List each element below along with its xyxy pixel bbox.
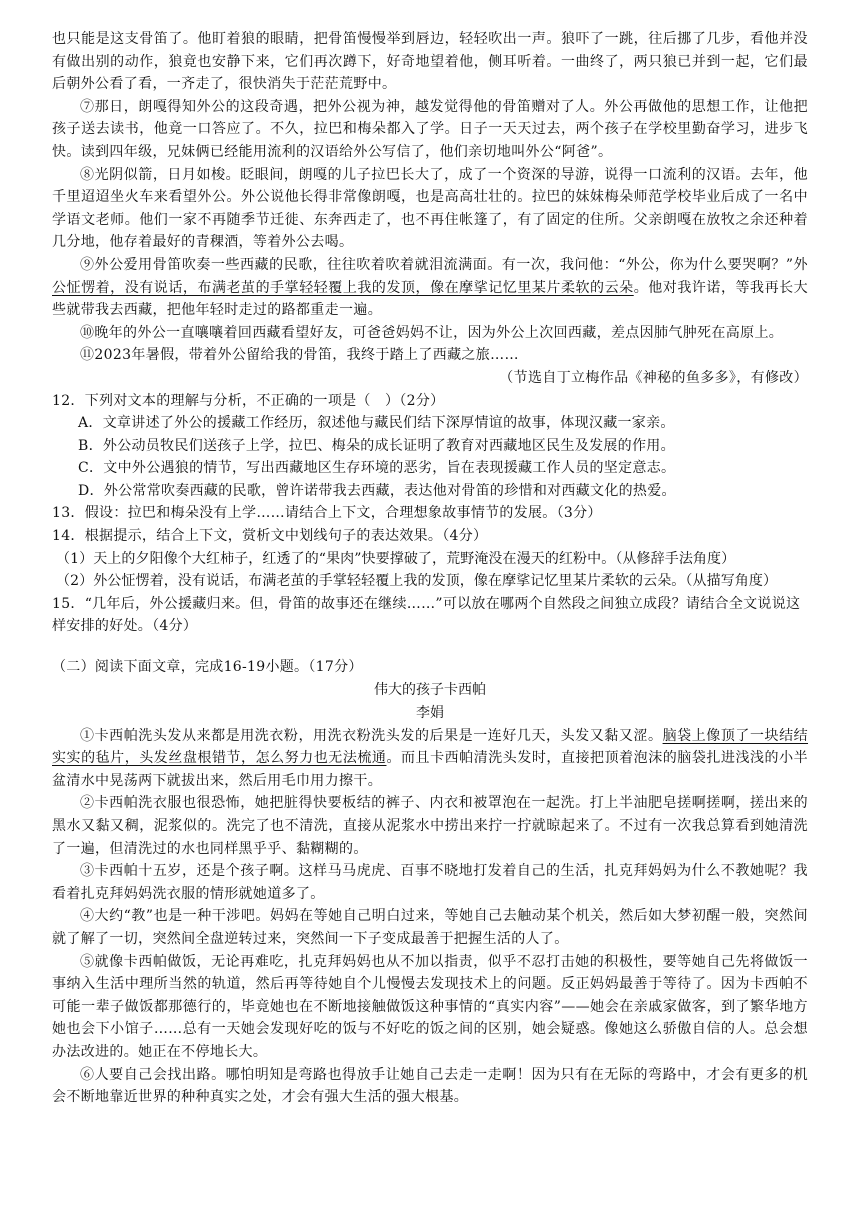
question-12: 12．下列对文本的理解与分析，不正确的一项是（ ）（2分） (52, 392, 445, 409)
question-13: 13．假设：拉巴和梅朵没有上学……请结合上下文，合理想象故事情节的发展。（3分） (52, 505, 602, 522)
question-12-option-d: D．外公常常吹奏西藏的民歌，曾许诺带我去西藏，表达他对骨笛的珍惜和对西藏文化的热爱。 (78, 482, 676, 499)
passage-paragraph-11: ⑪2023年暑假，带着外公留给我的骨笛，我终于踏上了西藏之旅…… (80, 347, 519, 364)
passage-paragraph-8: ⑧光阴似箭，日月如梭。眨眼间，朗嘎的儿子拉巴长大了，成了一个资深的导游，说得一口流利的汉语。去年，他千里迢迢坐火车来看望外公。外公说他长得非常像朗嘎，也是高高壮壮的。拉巴的妹妹梅朵师范学校毕业后成了一名中学语文老师。他们一家不再随季节迁徙、东奔西走了，也不再住帐篷了，有了固定的住所。父亲朗嘎在放牧之余还种着几分地，他存着最好的青稞酒，等着外公去喝。 (52, 166, 808, 251)
article-paragraph-2: ②卡西帕洗衣服也很恐怖，她把脏得快要板结的裤子、内衣和被罩泡在一起洗。打上半油肥皂搓啊搓啊，搓出来的黑水又黏又稠，泥浆似的。洗完了也不清洗，直接从泥浆水中捞出来拧一拧就晾起来了。不过有一次我总算看到她清洗了一遍，但清洗过的水也同样黑乎乎、黏糊糊的。 (52, 795, 808, 857)
p9-text-b: 。他对我许诺，等我再长大些就带我去西藏，把他年轻时走过的路都重走一遍。 (52, 279, 808, 319)
p9-underlined-sentence: 公怔愣着，没有说话，布满老茧的手掌轻轻覆上我的发顶，像在摩挲记忆里某片柔软的云朵 (52, 279, 634, 296)
article-paragraph-6: ⑥人要自己会找出路。哪怕明知是弯路也得放手让她自己去走一走啊！因为只有在无际的弯路中，才会有更多的机会不断地靠近世界的种种真实之处，才会有强大生活的强大根基。 (52, 1066, 808, 1106)
question-14-part-1: （1）天上的夕阳像个大红柿子，红透了的“果肉”快要撑破了，荒野淹没在漫天的红粉中。（从修辞手法角度） (56, 550, 736, 567)
question-14-part-2: （2）外公怔愣着，没有说话，布满老茧的手掌轻轻覆上我的发顶，像在摩挲记忆里某片柔软的云朵。（从描写角度） (56, 573, 778, 590)
article-paragraph-3: ③卡西帕十五岁，还是个孩子啊。这样马马虎虎、百事不晓地打发着自己的生活，扎克拜妈妈为什么不教她呢？我看着扎克拜妈妈洗衣服的情形就她道多了。 (52, 863, 808, 902)
passage-paragraph-10: ⑩晚年的外公一直嚷嚷着回西藏看望好友，可爸爸妈妈不让，因为外公上次回西藏，差点因肺气肿死在高原上。 (80, 324, 784, 341)
passage-paragraph-continued: 也只能是这支骨笛了。他盯着狼的眼睛，把骨笛慢慢举到唇边，轻轻吹出一声。狼吓了一跳，往后挪了几步，看他并没有做出别的动作，狼竟也安静下来，它们再次蹲下，好奇地望着他，侧耳听着。一曲终了，两只狼已并到一起，它们最后朝外公看了看，一齐走了，很快消失于茫茫荒野中。 (52, 31, 808, 93)
article-paragraph-4: ④大约“教”也是一种干涉吧。妈妈在等她自己明白过来，等她自己去触动某个机关，然后如大梦初醒一般，突然间就了解了一切，突然间全盘逆转过来，突然间一下子变成最善于把握生活的人了。 (52, 908, 808, 947)
a1-text-a: ①卡西帕洗头发从来都是用洗衣粉，用洗衣粉洗头发的后果是一连好几天，头发又黏又涩。 (80, 727, 663, 744)
section-gap (52, 638, 808, 656)
passage-paragraph-9 (52, 254, 808, 322)
question-12-option-a: A．文章讲述了外公的援藏工作经历，叙述他与藏民们结下深厚情谊的故事，体现汉藏一家亲。 (78, 415, 675, 432)
a1-underlined-sentence: 脑袋上像顶了一块结结实实的毡片，头发丝盘根错节，怎么努力也无法梳通 (52, 727, 809, 767)
article-author: 李娟 (416, 704, 444, 721)
question-12-option-c: C．文中外公遇狼的情节，写出西藏地区生存环境的恶劣，旨在表现援藏工作人员的坚定意志。 (78, 460, 676, 477)
passage-paragraph-7: ⑦那日，朗嘎得知外公的这段奇遇，把外公视为神，越发觉得他的骨笛赠对了人。外公再做他的思想工作，让他把孩子送去读书，他竟一口答应了。不久，拉巴和梅朵都入了学。日子一天天过去，两个孩子在学校里勤奋学习，进步飞快。读到四年级，兄妹俩已经能用流利的汉语给外公写信了，他们亲切地叫外公“阿爸”。 (52, 98, 808, 160)
question-12-option-b: B．外公动员牧民们送孩子上学，拉巴、梅朵的成长证明了教育对西藏地区民生及发展的作用。 (78, 437, 675, 454)
article-title: 伟大的孩子卡西帕 (374, 681, 486, 698)
a1-text-b: 。而且卡西帕清洗头发时，直接把顶着泡沫的脑袋扎进浅浅的小半盆清水中晃荡两下就拔出来，然后用毛巾用力擦干。 (52, 750, 808, 789)
article-paragraph-1 (52, 725, 808, 793)
question-14: 14．根据提示，结合上下文，赏析文中划线句子的表达效果。（4分） (52, 528, 488, 545)
section-2-intro: （二）阅读下面文章，完成16-19小题。（17分） (52, 659, 363, 676)
question-15: 15．“几年后，外公援藏归来。但，骨笛的故事还在继续……”可以放在哪两个自然段之间独立成段？请结合全文说说这样安排的好处。（4分） (52, 595, 801, 635)
passage-source: （节选自丁立梅作品《神秘的鱼多多》，有修改） (499, 369, 808, 386)
article-paragraph-5: ⑤就像卡西帕做饭，无论再难吃，扎克拜妈妈也从不加以指责，似乎不忍打击她的积极性，要等她自己先将做饭一事纳入生活中理所当然的轨道，然后再等待她自个儿慢慢去发现技术上的问题。反正妈妈最善于等待了。因为卡西帕不可能一辈子做饭都那德行的，毕竟她也在不断地接触做饭这种事情的“真实内容”——她会在亲戚家做客，到了繁华地方她也会下小馆子……总有一天她会发现好吃的饭与不好吃的饭之间的区别，她会疑惑。像她这么骄傲自信的人。总会想办法改进的。她正在不停地长大。 (52, 953, 808, 1060)
p9-text-a: ⑨外公爱用骨笛吹奏一些西藏的民歌，往往吹着吹着就泪流满面。有一次，我问他：“外公，你为什么要哭啊？”外 (80, 256, 808, 273)
